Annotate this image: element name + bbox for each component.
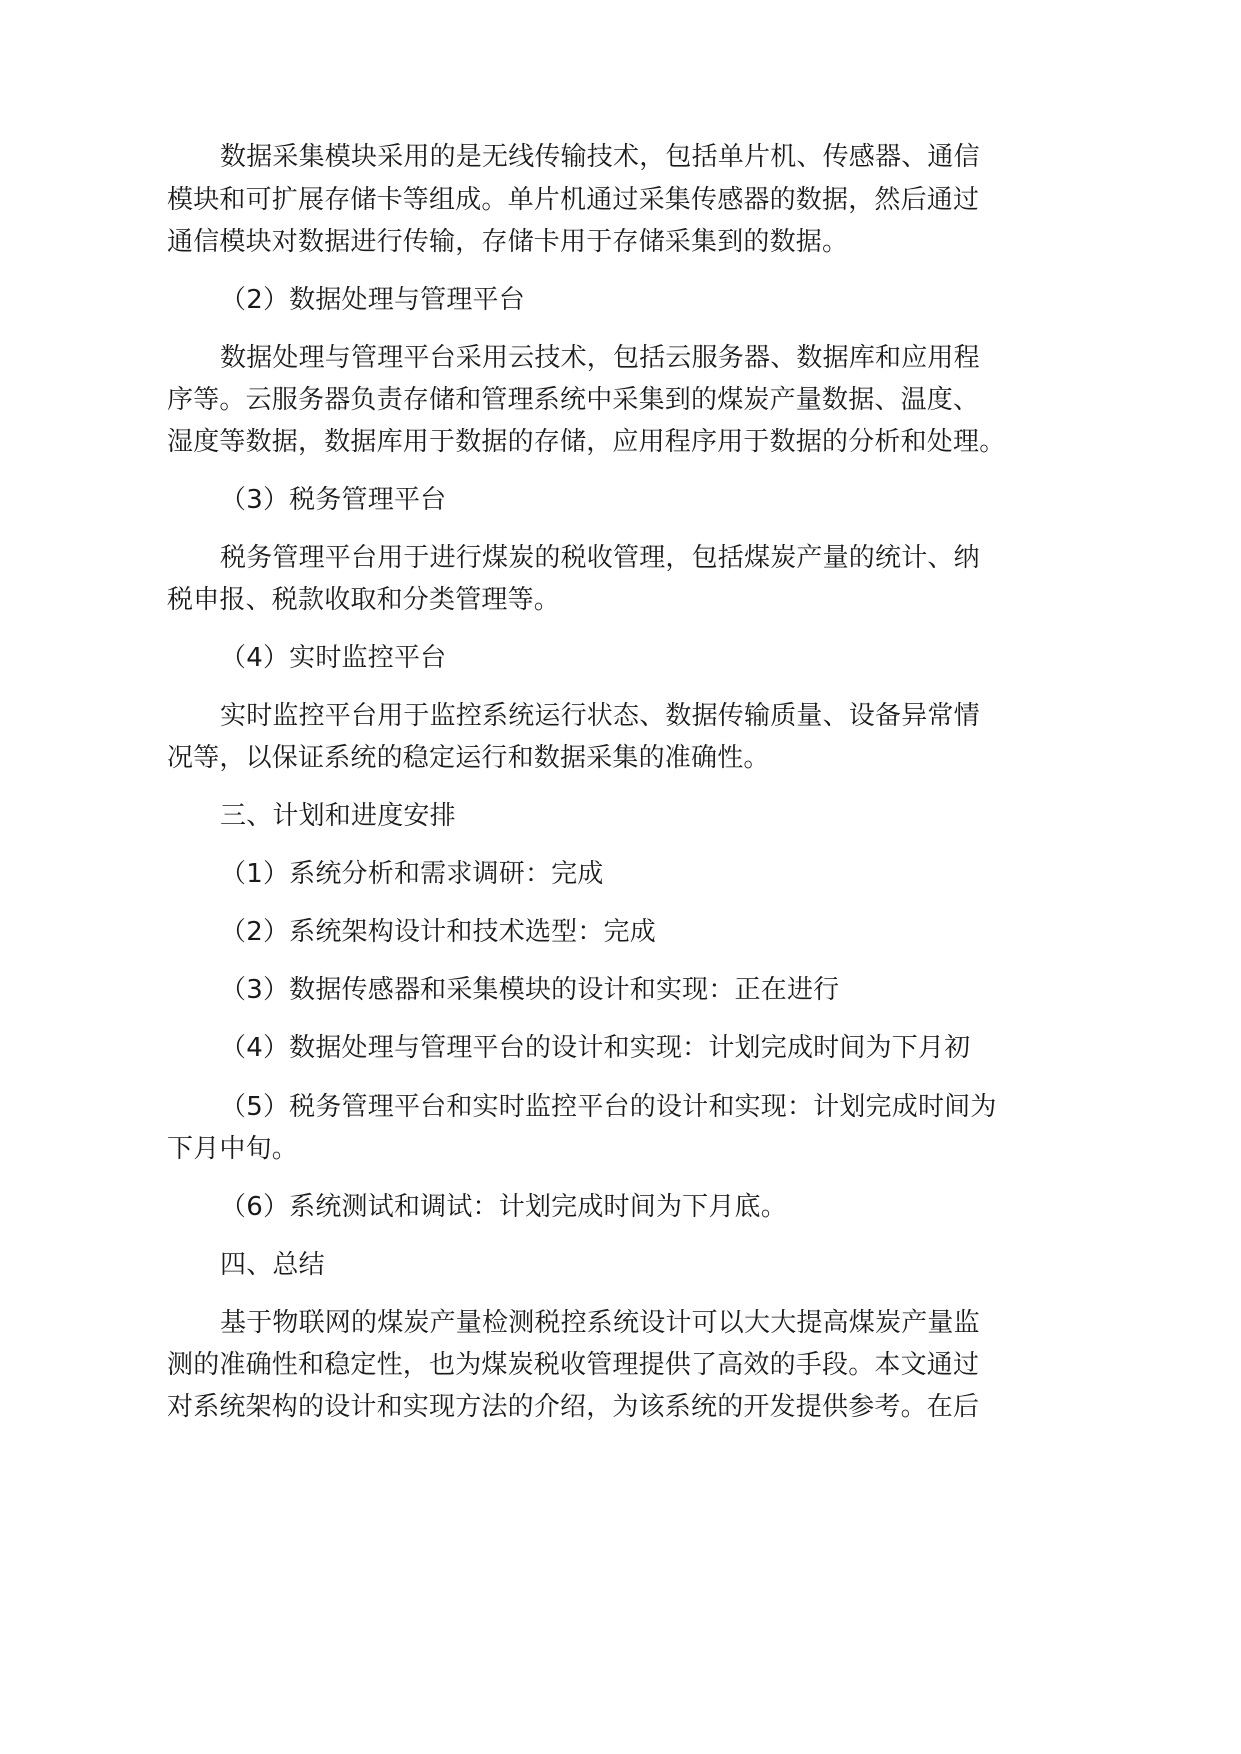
text-line: 数据处理与管理平台采用云技术，包括云服务器、数据库和应用程 (220, 343, 980, 373)
text-line: 实时监控平台用于监控系统运行状态、数据传输质量、设备异常情 (220, 701, 980, 731)
list-item: （1）系统分析和需求调研：完成 (220, 859, 604, 889)
text-line: 况等，以保证系统的稳定运行和数据采集的准确性。 (167, 743, 770, 773)
list-item: （6）系统测试和调试：计划完成时间为下月底。 (220, 1192, 787, 1222)
text-line: 湿度等数据，数据库用于数据的存储，应用程序用于数据的分析和处理。 (167, 427, 1006, 457)
list-item: （5）税务管理平台和实时监控平台的设计和实现：计划完成时间为 (220, 1092, 997, 1122)
section-heading: 三、计划和进度安排 (220, 801, 456, 831)
text-line: 对系统架构的设计和实现方法的介绍，为该系统的开发提供参考。在后 (167, 1392, 980, 1422)
text-line: 数据采集模块采用的是无线传输技术，包括单片机、传感器、通信 (220, 142, 980, 172)
text-line: 通信模块对数据进行传输，存储卡用于存储采集到的数据。 (167, 227, 849, 257)
list-item: （4）数据处理与管理平台的设计和实现：计划完成时间为下月初 (220, 1033, 971, 1063)
text-line: 税申报、税款收取和分类管理等。 (167, 585, 561, 615)
text-line: 基于物联网的煤炭产量检测税控系统设计可以大大提高煤炭产量监 (220, 1308, 980, 1338)
section-heading: （2）数据处理与管理平台 (220, 285, 525, 315)
text-line: 税务管理平台用于进行煤炭的税收管理，包括煤炭产量的统计、纳 (220, 543, 980, 573)
section-heading: 四、总结 (220, 1250, 325, 1280)
list-item: （3）数据传感器和采集模块的设计和实现：正在进行 (220, 975, 840, 1005)
section-heading: （4）实时监控平台 (220, 643, 447, 673)
list-item: （2）系统架构设计和技术选型：完成 (220, 917, 656, 947)
list-item-continuation: 下月中旬。 (167, 1134, 299, 1164)
section-heading: （3）税务管理平台 (220, 485, 447, 515)
text-line: 模块和可扩展存储卡等组成。单片机通过采集传感器的数据，然后通过 (167, 185, 980, 215)
text-line: 序等。云服务器负责存储和管理系统中采集到的煤炭产量数据、温度、 (167, 385, 980, 415)
text-line: 测的准确性和稳定性，也为煤炭税收管理提供了高效的手段。本文通过 (167, 1350, 980, 1380)
